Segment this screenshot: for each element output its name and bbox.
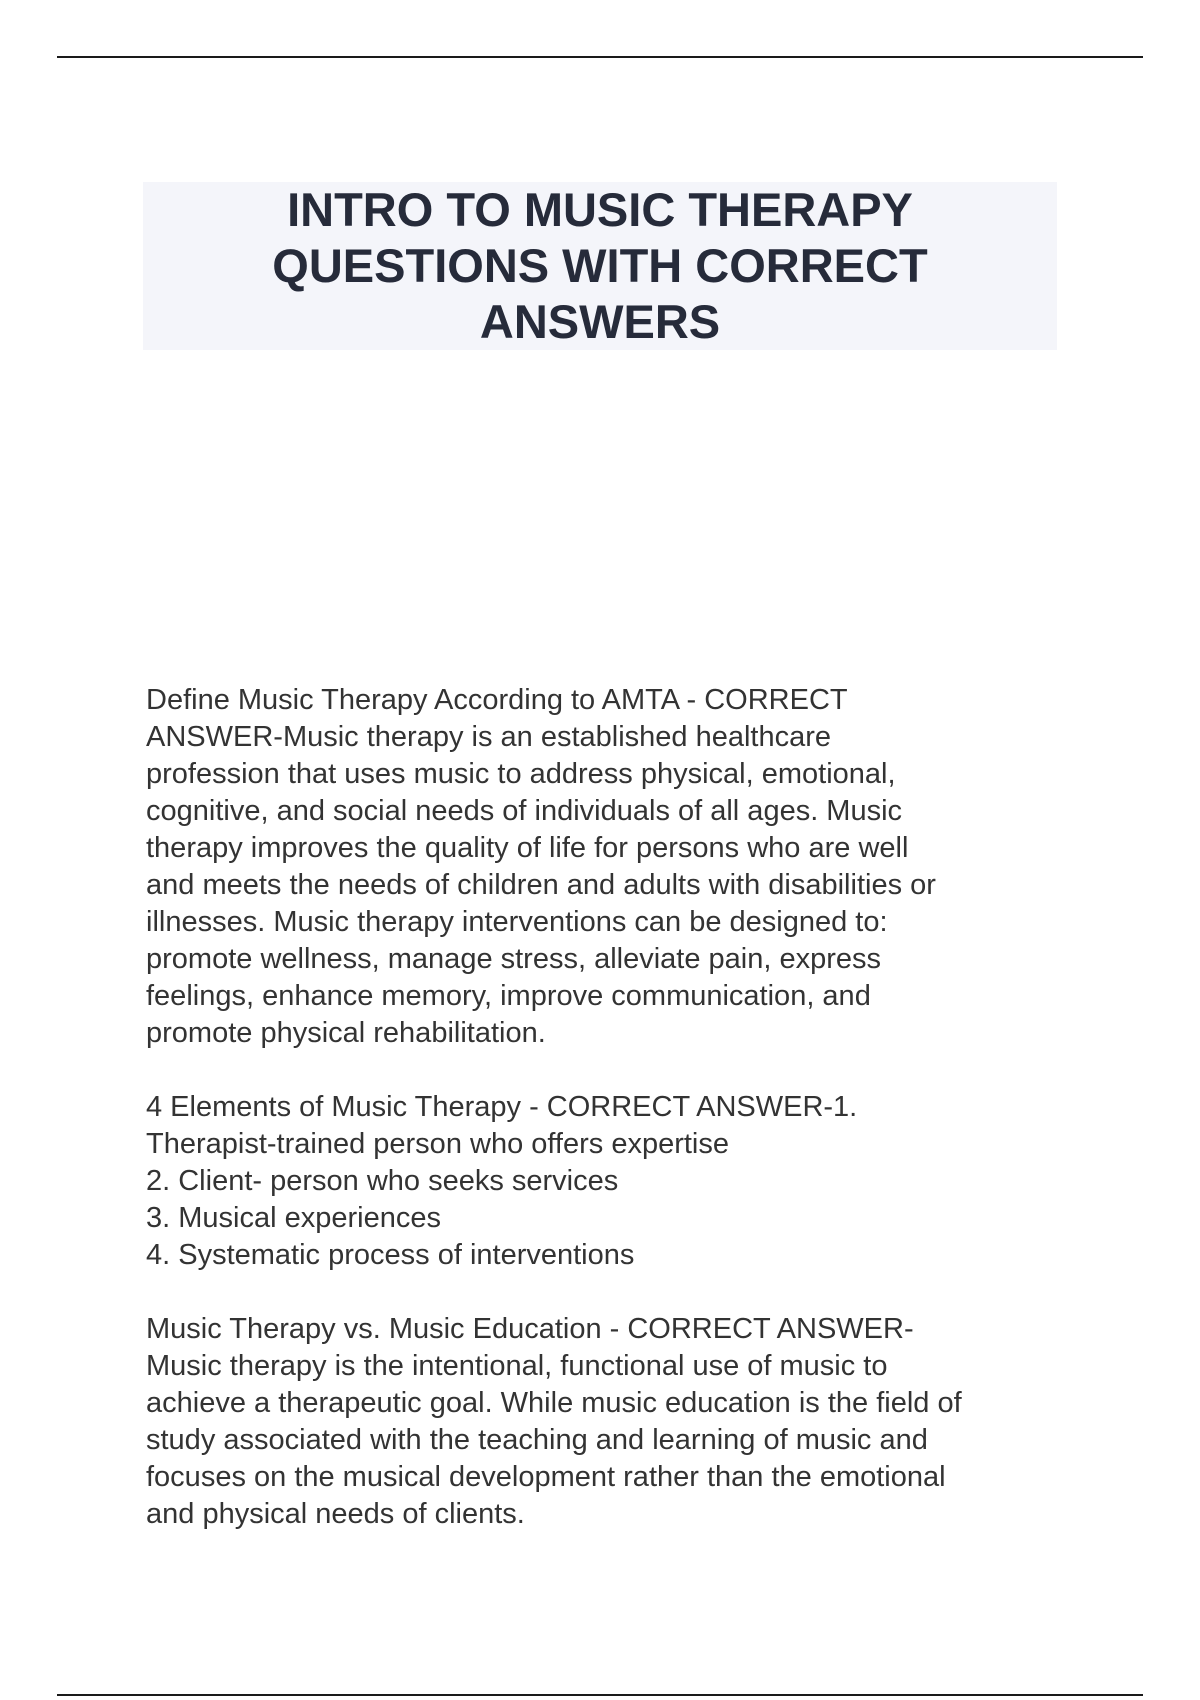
document-title: INTRO TO MUSIC THERAPY QUESTIONS WITH CORRECT ANSWERS bbox=[272, 183, 928, 348]
qa-item-therapy-vs-education: Music Therapy vs. Music Education - CORRECT ANSWER- Music therapy is the intentional, functional use of music to achieve a therapeutic goal. While music education is the field of study associated with the teaching and learning of music and focuses on the musical development rather than the emotional and physical needs of clients. bbox=[146, 1313, 962, 1530]
qa-item-four-elements: 4 Elements of Music Therapy - CORRECT ANSWER-1. Therapist-trained person who offers expertise 2. Client- person who seeks services 3. Musical experiences 4. Systematic process of interventions bbox=[146, 1091, 858, 1271]
footer-divider bbox=[57, 1694, 1143, 1696]
qa-content bbox=[146, 682, 1066, 1570]
qa-item-define-music-therapy: Define Music Therapy According to AMTA - CORRECT ANSWER-Music therapy is an established healthcare profession that uses music to address physical, emotional, cognitive, and social needs of individuals of all ages. Music therapy improves the quality of life for persons who are well and meets the needs of children and adults with disabilities or illnesses. Music therapy interventions can be designed to: promote wellness, manage stress, alleviate pain, express feelings, enhance memory, improve communication, and promote physical rehabilitation. bbox=[146, 684, 936, 1049]
title-banner bbox=[143, 182, 1057, 350]
header-divider bbox=[57, 56, 1143, 58]
